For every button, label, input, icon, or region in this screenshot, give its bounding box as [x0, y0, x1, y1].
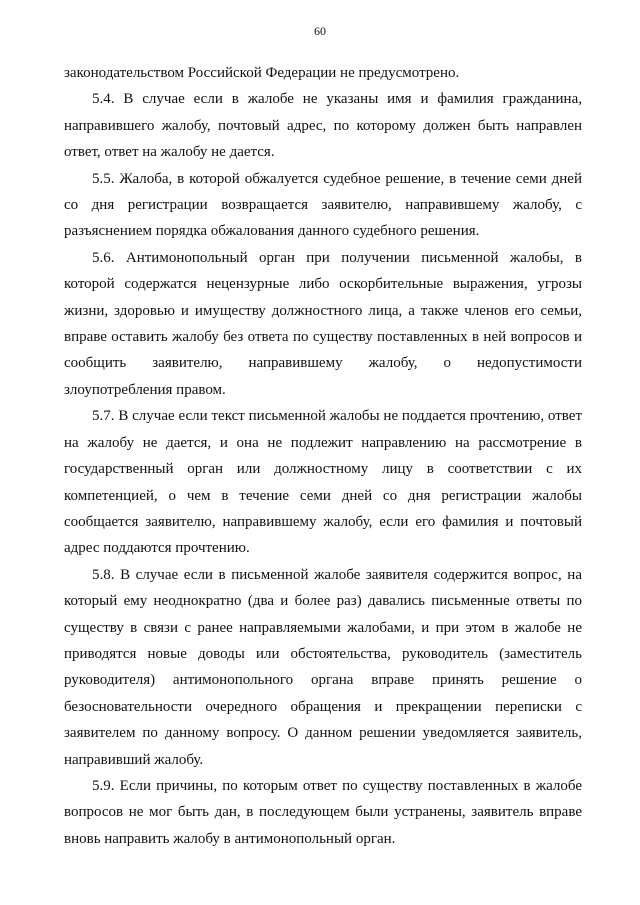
- paragraph-5-5: 5.5. Жалоба, в которой обжалуется судебное решение, в течение семи дней со дня регистрации возвращается заявителю, направившему жалобу, с разъяснением порядка обжалования данного судебного решения.: [64, 170, 582, 240]
- paragraph-5-8: 5.8. В случае если в письменной жалобе заявителя содержится вопрос, на который ему неоднократно (два и более раз) давались письменные ответы по существу в связи с ранее направляемыми жалобами, и при этом в жалобе не приводятся новые доводы или обстоятельства, руководитель (заместитель руководителя) антимонопольного органа вправе принять решение о безосновательности очередного обращения и прекращении переписки с заявителем по данному вопросу. О данном решении уведомляется заявитель, направивший жалобу.: [64, 566, 582, 768]
- paragraph-5-4: 5.4. В случае если в жалобе не указаны имя и фамилия гражданина, направившего жалобу, почтовый адрес, по которому должен быть направлен ответ, ответ на жалобу не дается.: [64, 91, 582, 161]
- paragraph-5-7: 5.7. В случае если текст письменной жалобы не поддается прочтению, ответ на жалобу не дается, и она не подлежит направлению на рассмотрение в государственный орган или должностному лицу в соответствии с их компетенцией, о чем в течение семи дней со дня регистрации жалобы сообщается заявителю, направившему жалобу, если его фамилия и почтовый адрес поддаются прочтению.: [64, 408, 582, 557]
- page-number: 60: [314, 24, 326, 38]
- paragraph-5-9: 5.9. Если причины, по которым ответ по существу поставленных в жалобе вопросов не мог быть дан, в последующем были устранены, заявитель вправе вновь направить жалобу в антимонопольный орган.: [64, 777, 582, 847]
- document-body: [64, 60, 582, 852]
- paragraph-5-6: 5.6. Антимонопольный орган при получении письменной жалобы, в которой содержатся нецензурные либо оскорбительные выражения, угрозы жизни, здоровью и имуществу должностного лица, а также членов его семьи, вправе оставить жалобу без ответа по существу поставленных в ней вопросов и сообщить заявителю, направившему жалобу, о недопустимости злоупотребления правом.: [64, 249, 582, 398]
- paragraph-continuation: законодательством Российской Федерации не предусмотрено.: [64, 65, 460, 81]
